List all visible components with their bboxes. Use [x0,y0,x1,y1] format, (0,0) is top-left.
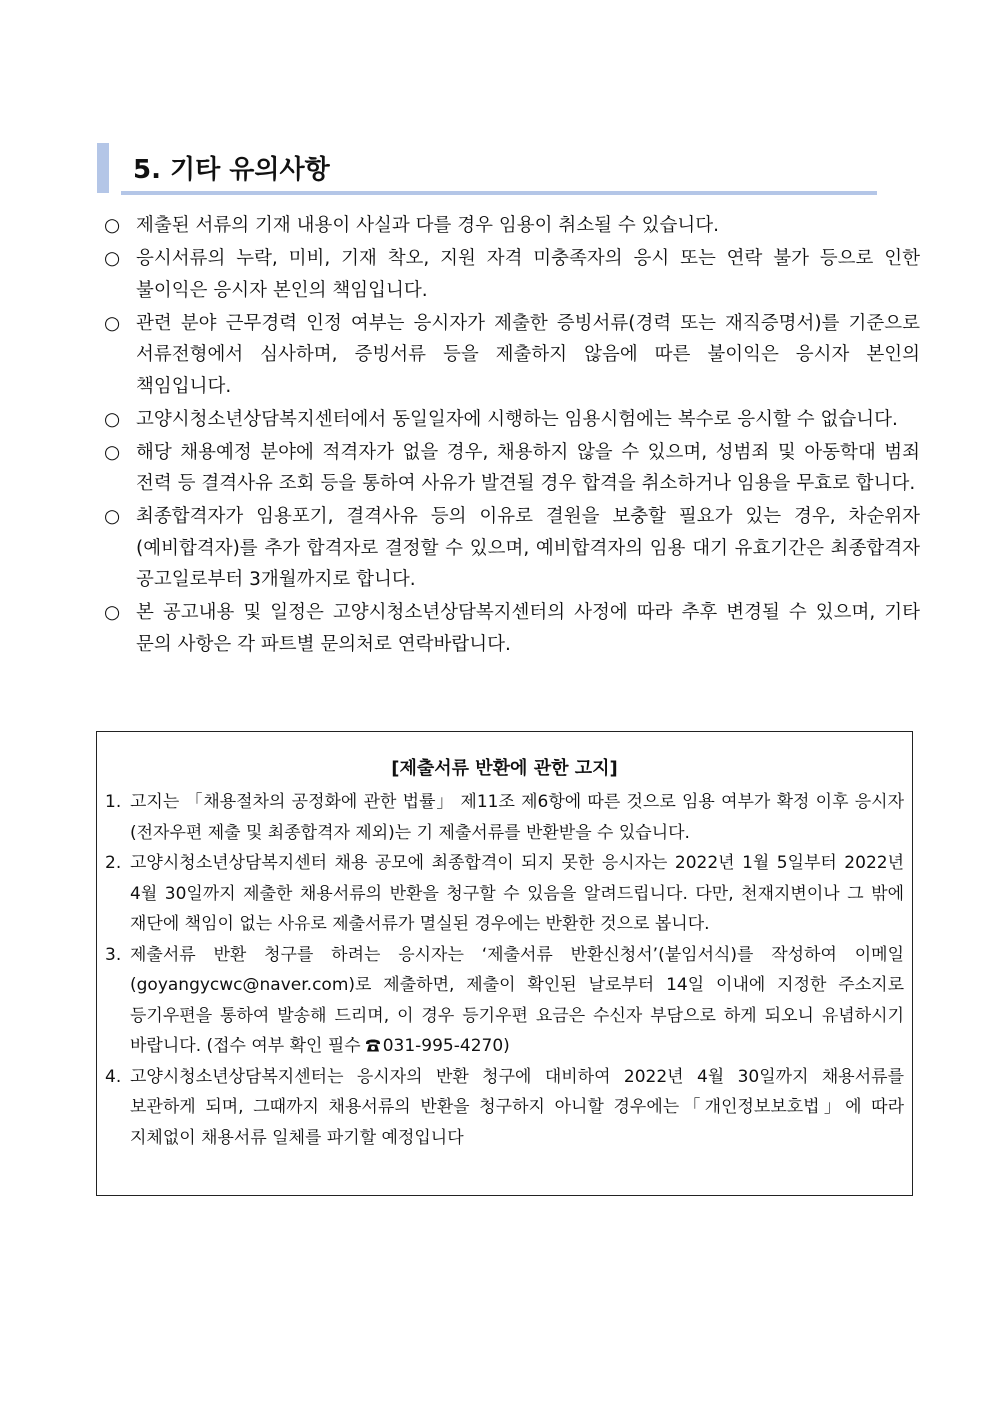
circle-bullet: ○ [104,441,121,463]
circle-bullet: ○ [104,506,121,527]
note-item [104,308,920,403]
circle-bullet: ○ [104,248,121,269]
document-return-notice-box [96,731,913,1196]
header-underline [121,191,877,195]
notice-item [105,848,904,940]
circle-bullet: ○ [104,602,121,623]
note-text: 제출된 서류의 기재 내용이 사실과 다를 경우 임용이 취소될 수 있습니다. [136,215,719,236]
note-text: 응시서류의 누락, 미비, 기재 착오, 지원 자격 미충족자의 응시 또는 연락 불가 등으로 인한 불이익은 응시자 본인의 책임입니다. [136,248,920,301]
notice-item-number: 1. [105,792,122,812]
note-text: 본 공고내용 및 일정은 고양시청소년상담복지센터의 사정에 따라 추후 변경될 수 있으며, 기타 문의 사항은 각 파트별 문의처로 연락바랍니다. [136,602,920,655]
circle-bullet: ○ [104,312,121,334]
header-accent-bar [97,143,109,193]
notice-title: [제출서류 반환에 관한 고지] [391,758,618,779]
notice-list [105,787,904,1153]
notice-item-number: 4. [105,1066,122,1087]
notice-item-text: 고양시청소년상담복지센터 채용 공모에 최종합격이 되지 못한 응시자는 2022년 1월 5일부터 2022년 4월 30일까지 제출한 채용서류의 반환을 청구할 수 있음을 알려드립니다. 다만, 천재지변이나 그 밖에 재단에 책임이 없는 사유로 제출서류가 멸실된 경우에는 반환한 것으로 봅니다. [130,853,904,934]
notice-item [105,940,904,1062]
note-item [104,437,920,500]
telephone-icon [365,1039,381,1052]
note-text: 관련 분야 근무경력 인정 여부는 응시자가 제출한 증빙서류(경력 또는 재직증명서)를 기준으로 서류전형에서 심사하며, 증빙서류 등을 제출하지 않음에 따른 불이익은 응시자 본인의 책임입니다. [136,312,920,397]
note-item [104,210,920,242]
note-item [104,243,920,306]
notice-item-text: 제출서류 반환 청구를 하려는 응시자는 ‘제출서류 반환신청서’(붙임서식)를 작성하여 이메일(goyangycwc@naver.com)로 제출하면, 제출이 확인된 날로부터 14일 이내에 지정한 주소지로 등기우편을 통하여 발송해 드리며, 이 경우 등기우편 요금은 수신자 부담으로 하게 되오니 유념하시기 바랍니다. (접수 여부 확인 필수 [130,944,904,1056]
section-header [97,143,877,195]
notice-item-number: 3. [105,944,122,965]
note-item [104,501,920,596]
notice-item-text: 고지는 「채용절차의 공정화에 관한 법률」 제11조 제6항에 따른 것으로 임용 여부가 확정 이후 응시자(전자우편 제출 및 최종합격자 제외)는 기 제출서류를 반환받을 수 있습니다. [130,792,904,843]
notice-item-text: 고양시청소년상담복지센터는 응시자의 반환 청구에 대비하여 2022년 4월 30일까지 채용서류를 보관하게 되며, 그때까지 채용서류의 반환을 청구하지 아니할 경우에는「개인정보보호법」에 따라 지체없이 채용서류 일체를 파기할 예정입니다 [130,1066,904,1148]
contact-phone-number: 031-995-4270) [382,1036,510,1056]
notice-item [105,787,904,848]
note-item [104,404,920,436]
note-text: 해당 채용예정 분야에 적격자가 없을 경우, 채용하지 않을 수 있으며, 성범죄 및 아동학대 범죄 전력 등 결격사유 조회 등을 통하여 사유가 발견될 경우 합격을 취소하거나 임용을 무효로 합니다. [136,441,920,494]
note-text: 최종합격자가 임용포기, 결격사유 등의 이유로 결원을 보충할 필요가 있는 경우, 차순위자(예비합격자)를 추가 합격자로 결정할 수 있으며, 예비합격자의 임용 대기 유효기간은 최종합격자 공고일로부터 3개월까지로 합니다. [136,506,920,590]
notes-list [104,210,920,662]
section-title: 5. 기타 유의사항 [133,155,330,185]
circle-bullet: ○ [104,408,121,430]
notice-item-number: 2. [105,853,122,873]
notice-item [105,1062,904,1154]
note-text: 고양시청소년상담복지센터에서 동일일자에 시행하는 임용시험에는 복수로 응시할 수 없습니다. [136,408,898,430]
note-item [104,597,920,660]
circle-bullet: ○ [104,215,121,236]
